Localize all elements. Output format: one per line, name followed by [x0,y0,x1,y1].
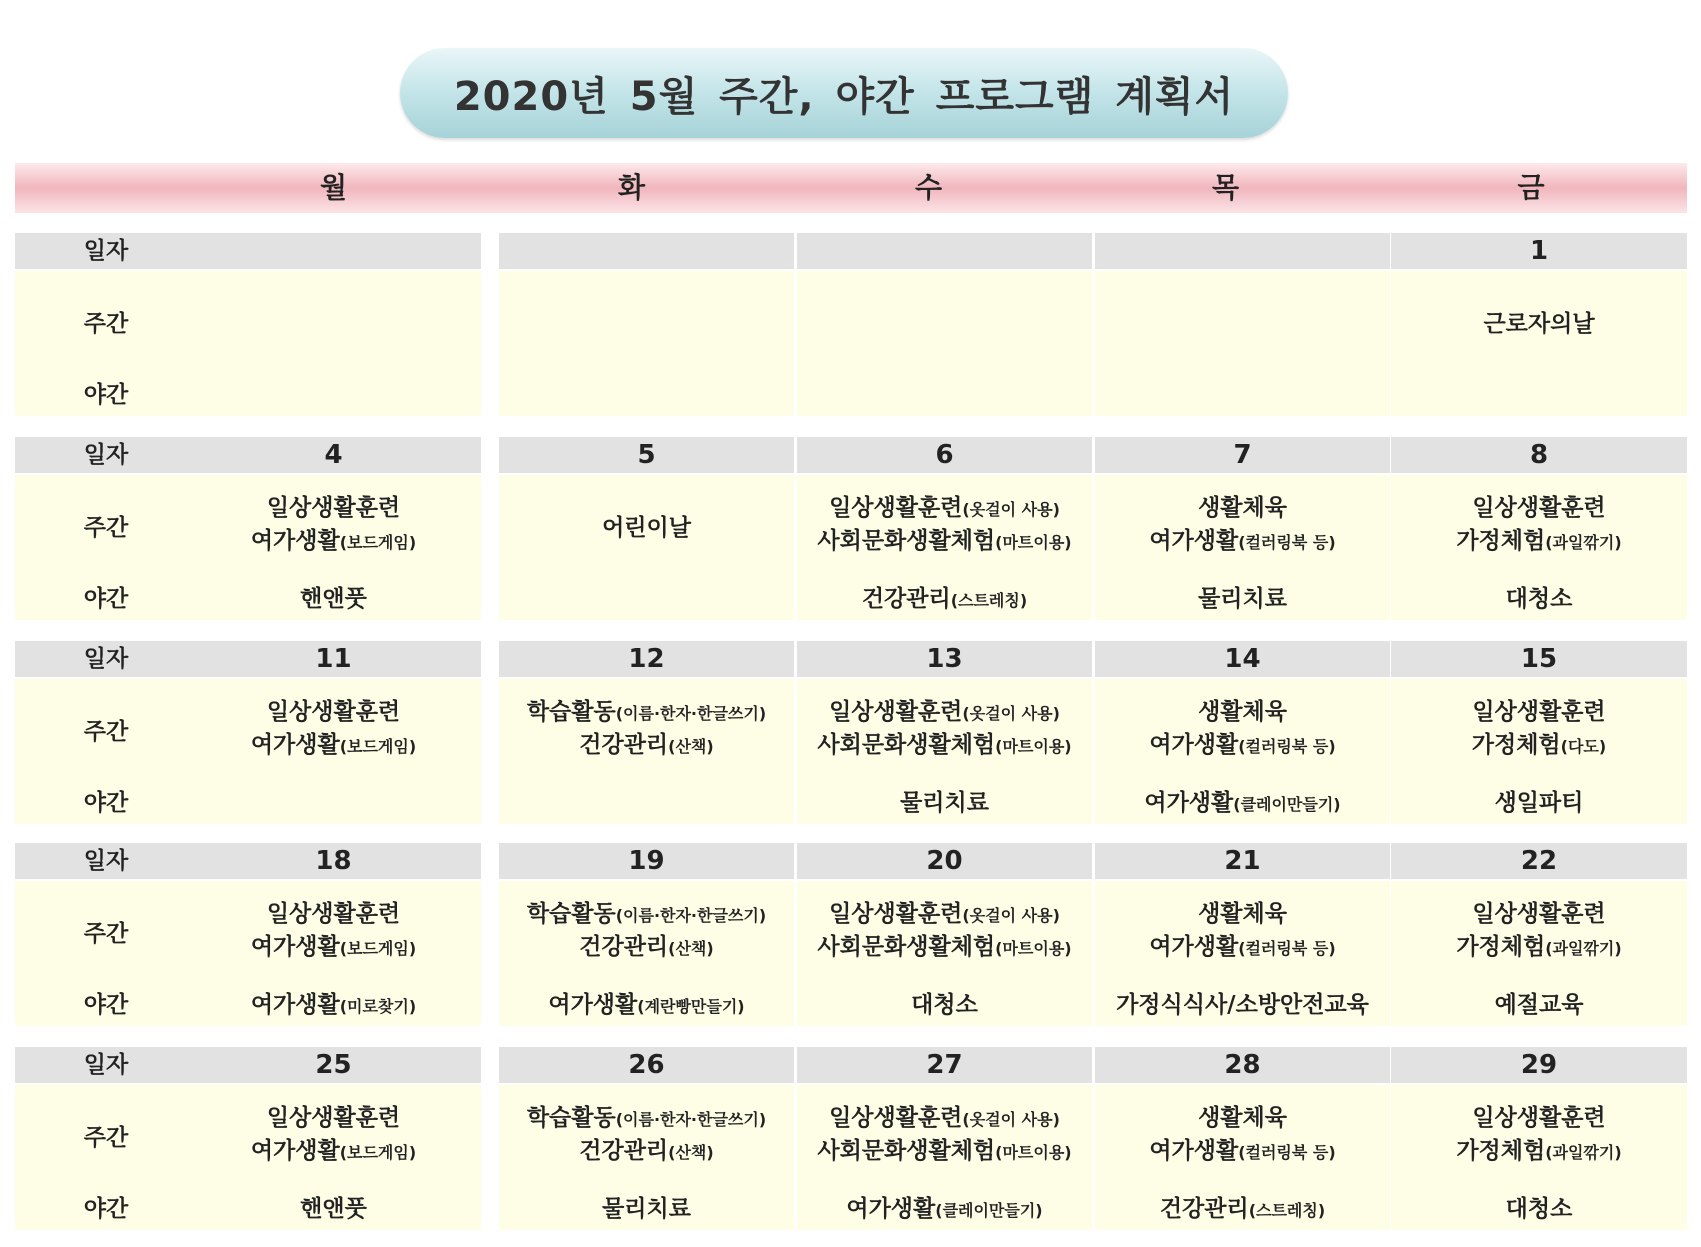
daytime-program [1391,305,1687,338]
row-label-body-cell [15,271,197,416]
date-cell-tue [499,233,794,269]
date-cell-mon [186,641,481,677]
daytime-program-2 [797,1132,1092,1165]
daytime-program-text: 일상생활훈련 [1472,901,1606,927]
daytime-program-2 [186,1132,481,1165]
daytime-program-text: 일상생활훈련 [266,1105,401,1131]
date-number: 8 [1529,440,1549,470]
daytime-program-2-note: (과일깎기) [1545,533,1622,552]
daytime-program-text: 일상생활훈련 [829,901,963,927]
daytime-program-2-text: 여가생활 [1149,934,1239,960]
daytime-program [499,509,794,542]
date-cell-mon [186,1047,481,1083]
program-cell-tue [499,679,794,824]
program-cell-fri [1391,679,1687,824]
row-label-date: 일자 [83,1052,129,1078]
daytime-program-2-text: 가정체험 [1456,528,1546,554]
night-program [1391,580,1687,613]
title-banner [400,48,1288,138]
night-program [1095,1190,1390,1223]
daytime-program-2-text: 사회문화생활체험 [817,732,996,758]
daytime-program-2-text: 사회문화생활체험 [817,1138,996,1164]
daytime-program-text: 일상생활훈련 [1472,699,1606,725]
daytime-program [797,693,1092,726]
date-number: 20 [926,846,963,876]
night-program-text: 가정식식사/소방안전교육 [1116,992,1369,1018]
daytime-program-2-note: (마트이용) [995,1143,1072,1162]
night-program [1095,580,1390,613]
date-cell-fri [1391,843,1687,879]
row-label-date-cell [15,1047,197,1083]
date-cell-thu [1095,1047,1390,1083]
row-label-body-cell [15,475,197,620]
daytime-program [797,895,1092,928]
daytime-program [186,489,481,522]
program-cell-wed [797,881,1092,1026]
night-program [186,986,481,1019]
daytime-program-2-note: (마트이용) [995,737,1072,756]
daytime-program-text: 일상생활훈련 [1472,495,1606,521]
night-program-text: 생일파티 [1494,790,1584,816]
row-label-night: 야간 [83,1196,129,1222]
row-label-date: 일자 [83,848,129,874]
daytime-program [1095,693,1390,726]
night-program [499,986,794,1019]
row-label-night: 야간 [83,790,129,816]
daytime-program-2-text: 사회문화생활체험 [817,934,996,960]
date-number: 6 [935,440,954,470]
daytime-program-2 [1095,928,1390,961]
daytime-program [797,489,1092,522]
night-program [1095,784,1390,817]
row-label-date-cell [15,437,197,473]
program-cell-fri [1391,1085,1687,1230]
daytime-program-2-text: 가정체험 [1456,934,1546,960]
daytime-program-2 [1095,1132,1390,1165]
daytime-program [1391,895,1687,928]
daytime-program [499,895,794,928]
night-program-text: 대청소 [1505,586,1573,612]
night-program [1095,986,1390,1019]
daytime-program-2-text: 여가생활 [250,732,340,758]
program-cell-thu [1095,679,1390,824]
weekday-mon: 월 [319,171,348,204]
night-program-text: 대청소 [911,992,978,1018]
date-number: 25 [315,1050,352,1080]
page-title: 2020년 5월 주간, 야간 프로그램 계획서 [453,73,1235,120]
date-cell-wed [797,843,1092,879]
night-program-text: 대청소 [1505,1196,1573,1222]
program-cell-mon [186,475,481,620]
daytime-program [186,1099,481,1132]
daytime-program-2-note: (컬러링북 등) [1238,533,1336,552]
date-number: 7 [1233,440,1252,470]
night-program [797,986,1092,1019]
daytime-program-text: 생활체육 [1198,1105,1287,1131]
night-program-text: 물리치료 [602,1196,691,1222]
date-number: 5 [637,440,656,470]
program-cell-tue [499,475,794,620]
row-label-date-cell [15,641,197,677]
date-number: 1 [1529,236,1549,266]
program-cell-wed [797,1085,1092,1230]
program-cell-tue [499,881,794,1026]
daytime-program-2 [1095,726,1390,759]
date-cell-thu [1095,843,1390,879]
daytime-program-text: 어린이날 [602,515,691,541]
daytime-program-text: 근로자의날 [1483,311,1595,337]
daytime-program-2-text: 가정체험 [1456,1138,1546,1164]
date-number: 18 [315,846,352,876]
program-cell-fri [1391,475,1687,620]
date-number: 19 [628,846,665,876]
program-cell-wed [797,475,1092,620]
daytime-program-text: 학습활동 [526,699,616,725]
date-cell-wed [797,437,1092,473]
date-cell-mon [186,437,481,473]
daytime-program-2-text: 건강관리 [579,1138,669,1164]
daytime-program-text: 일상생활훈련 [829,699,963,725]
program-cell-wed [797,271,1092,416]
daytime-program [1391,489,1687,522]
night-program-note: (계란빵만들기) [637,997,745,1016]
daytime-program-2-note: (컬러링북 등) [1238,737,1336,756]
program-cell-fri [1391,271,1687,416]
daytime-program-2 [1391,928,1687,961]
daytime-program-2-note: (마트이용) [995,533,1072,552]
daytime-program-2 [797,928,1092,961]
daytime-program [499,693,794,726]
program-cell-thu [1095,475,1390,620]
program-cell-tue [499,1085,794,1230]
daytime-program [186,895,481,928]
date-number: 15 [1520,644,1558,674]
program-cell-mon [186,679,481,824]
daytime-program-note: (옷걸이 사용) [962,704,1060,723]
row-label-body-cell [15,1085,197,1230]
daytime-program-text: 일상생활훈련 [266,495,401,521]
date-cell-thu [1095,641,1390,677]
night-program-text: 핸앤풋 [300,586,367,612]
daytime-program-2 [797,726,1092,759]
night-program [186,580,481,613]
daytime-program-2 [1095,522,1390,555]
night-program-text: 예절교육 [1494,992,1584,1018]
date-cell-fri [1391,1047,1687,1083]
program-cell-thu [1095,1085,1390,1230]
night-program [797,580,1092,613]
daytime-program-2-note: (마트이용) [995,939,1072,958]
date-cell-tue [499,641,794,677]
week-block [15,437,1687,620]
night-program [797,1190,1092,1223]
weekday-thu: 목 [1211,171,1240,204]
date-number: 14 [1224,644,1261,674]
date-cell-wed [797,1047,1092,1083]
date-cell-mon [186,843,481,879]
daytime-program-2-note: (다도) [1560,737,1607,756]
daytime-program-text: 일상생활훈련 [1472,1105,1606,1131]
daytime-program-2-note: (과일깎기) [1545,939,1622,958]
daytime-program [1095,895,1390,928]
daytime-program [1391,1099,1687,1132]
daytime-program-2-text: 건강관리 [579,732,669,758]
row-label-night: 야간 [83,382,129,408]
week-block [15,641,1687,824]
date-number: 22 [1520,846,1558,876]
daytime-program-2 [1391,522,1687,555]
daytime-program-text: 생활체육 [1198,699,1287,725]
night-program-text: 여가생활 [548,992,638,1018]
row-label-body-cell [15,679,197,824]
daytime-program [1095,1099,1390,1132]
daytime-program-2 [186,522,481,555]
date-number: 28 [1224,1050,1261,1080]
date-number: 26 [628,1050,665,1080]
daytime-program-text: 일상생활훈련 [829,1105,963,1131]
row-label-day: 주간 [83,719,129,745]
date-cell-tue [499,1047,794,1083]
night-program-note: (미로찾기) [339,997,417,1016]
week-block [15,843,1687,1026]
date-cell-thu [1095,233,1390,269]
daytime-program-2-note: (산책) [668,737,714,756]
date-number: 21 [1224,846,1261,876]
week-block [15,1047,1687,1230]
daytime-program-2-note: (산책) [668,939,714,958]
daytime-program-note: (옷걸이 사용) [962,906,1060,925]
row-label-night: 야간 [83,586,129,612]
daytime-program [1391,693,1687,726]
program-cell-fri [1391,881,1687,1026]
night-program-text: 건강관리 [1159,1196,1249,1222]
daytime-program [1095,489,1390,522]
program-cell-thu [1095,881,1390,1026]
daytime-program-2 [186,928,481,961]
night-program-text: 여가생활 [1144,790,1234,816]
night-program [797,784,1092,817]
daytime-program-2-note: (보드게임) [339,1143,417,1162]
week-block [15,233,1687,416]
night-program-note: (클레이만들기) [1233,795,1341,814]
daytime-program [186,693,481,726]
date-cell-mon [186,233,481,269]
program-cell-mon [186,881,481,1026]
night-program-text: 여가생활 [250,992,340,1018]
row-label-date: 일자 [83,646,129,672]
weekday-header [15,163,1687,213]
daytime-program-2 [499,928,794,961]
night-program [1391,784,1687,817]
night-program [1391,1190,1687,1223]
weekday-fri: 금 [1517,171,1545,204]
night-program [186,1190,481,1223]
daytime-program-2-note: (보드게임) [339,939,417,958]
program-cell-tue [499,271,794,416]
daytime-program-2 [186,726,481,759]
date-cell-wed [797,233,1092,269]
night-program-text: 핸앤풋 [300,1196,367,1222]
daytime-program-2 [1391,1132,1687,1165]
date-cell-wed [797,641,1092,677]
daytime-program-note: (옷걸이 사용) [962,500,1060,519]
date-number: 13 [926,644,963,674]
date-number: 27 [926,1050,963,1080]
row-label-date: 일자 [83,238,129,264]
daytime-program-2-note: (컬러링북 등) [1238,1143,1336,1162]
daytime-program-text: 일상생활훈련 [266,699,401,725]
daytime-program-2-text: 여가생활 [250,934,340,960]
daytime-program [797,1099,1092,1132]
daytime-program-2-note: (보드게임) [339,737,417,756]
daytime-program-text: 생활체육 [1198,495,1287,521]
daytime-program-2-text: 여가생활 [250,528,340,554]
row-label-day: 주간 [83,311,129,337]
night-program-text: 물리치료 [1198,586,1287,612]
date-number: 12 [628,644,665,674]
daytime-program-2-note: (산책) [668,1143,714,1162]
night-program [1391,986,1687,1019]
daytime-program-2-text: 건강관리 [579,934,669,960]
night-program-text: 물리치료 [900,790,989,816]
date-number: 4 [324,440,343,470]
date-cell-fri [1391,641,1687,677]
daytime-program-note: (이름·한자·한글쓰기) [615,704,767,723]
date-cell-thu [1095,437,1390,473]
program-cell-mon [186,1085,481,1230]
date-cell-tue [499,843,794,879]
row-label-date-cell [15,233,197,269]
program-cell-thu [1095,271,1390,416]
daytime-program-2-note: (컬러링북 등) [1238,939,1336,958]
date-number: 29 [1520,1050,1558,1080]
night-program [499,1190,794,1223]
daytime-program-text: 생활체육 [1198,901,1287,927]
program-cell-wed [797,679,1092,824]
row-label-body-cell [15,881,197,1026]
daytime-program-2-text: 여가생활 [1149,1138,1239,1164]
night-program-note: (스트레칭) [1248,1201,1326,1220]
daytime-program-2 [499,726,794,759]
row-label-day: 주간 [83,515,129,541]
daytime-program-2 [797,522,1092,555]
daytime-program-2-text: 여가생활 [1149,528,1239,554]
row-label-night: 야간 [83,992,129,1018]
row-label-day: 주간 [83,921,129,947]
night-program-note: (클레이만들기) [935,1201,1043,1220]
daytime-program-2-note: (과일깎기) [1545,1143,1622,1162]
night-program-note: (스트레칭) [950,591,1028,610]
date-cell-tue [499,437,794,473]
daytime-program-2 [499,1132,794,1165]
program-cell-mon [186,271,481,416]
date-cell-fri [1391,233,1687,269]
daytime-program-text: 일상생활훈련 [266,901,401,927]
night-program-text: 여가생활 [846,1196,936,1222]
daytime-program-text: 학습활동 [526,1105,616,1131]
weekday-tue: 화 [617,171,646,204]
daytime-program [499,1099,794,1132]
row-label-date-cell [15,843,197,879]
date-cell-fri [1391,437,1687,473]
daytime-program-2-text: 사회문화생활체험 [817,528,996,554]
daytime-program-2-text: 여가생활 [1149,732,1239,758]
daytime-program-2-text: 여가생활 [250,1138,340,1164]
daytime-program-text: 일상생활훈련 [829,495,963,521]
daytime-program-note: (옷걸이 사용) [962,1110,1060,1129]
daytime-program-note: (이름·한자·한글쓰기) [615,1110,767,1129]
night-program-text: 건강관리 [861,586,951,612]
daytime-program-2 [1391,726,1687,759]
daytime-program-text: 학습활동 [526,901,616,927]
weekday-wed: 수 [914,171,943,204]
daytime-program-note: (이름·한자·한글쓰기) [615,906,767,925]
date-number: 11 [315,644,352,674]
row-label-date: 일자 [83,442,129,468]
daytime-program-2-text: 가정체험 [1471,732,1561,758]
row-label-day: 주간 [83,1125,129,1151]
daytime-program-2-note: (보드게임) [339,533,417,552]
